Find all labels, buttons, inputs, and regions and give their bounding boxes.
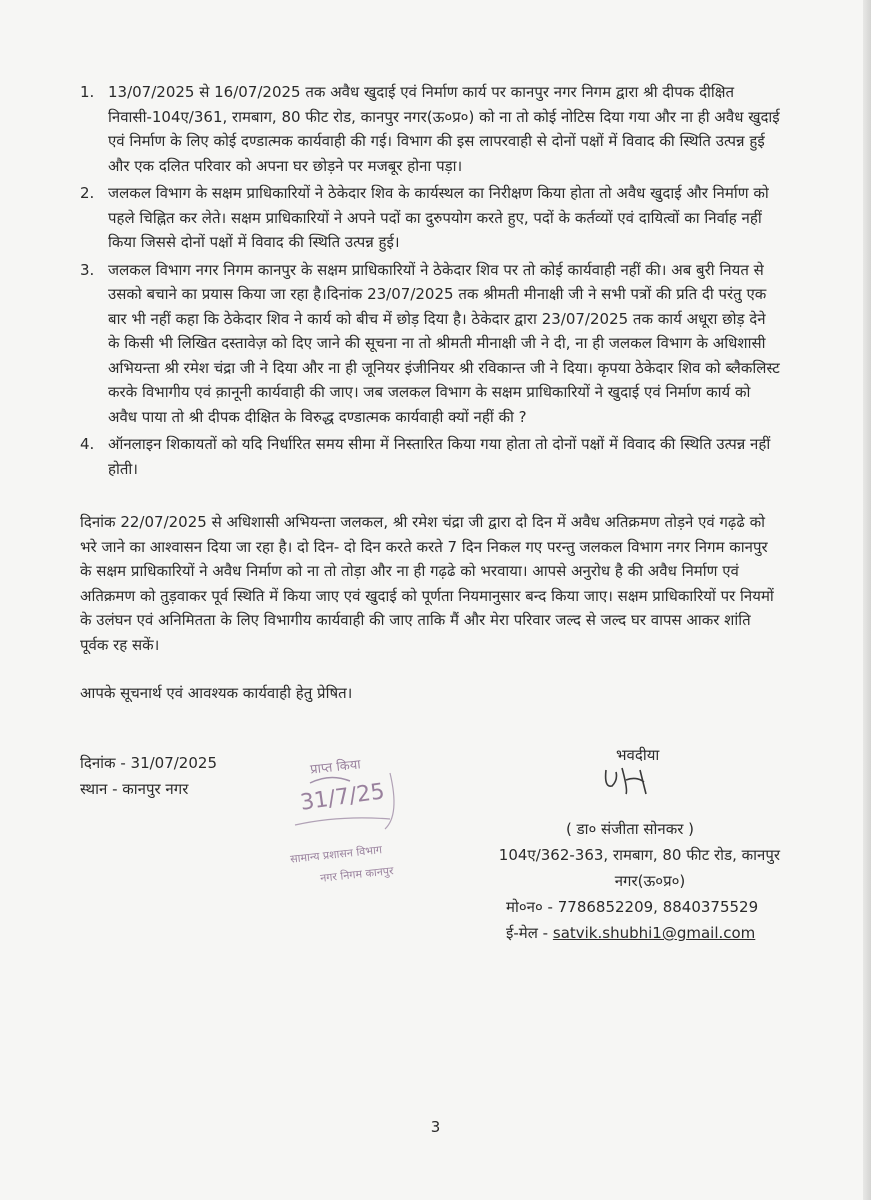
signature-block <box>480 742 780 946</box>
point-number: 2. <box>80 184 95 202</box>
mobile-line <box>480 894 780 920</box>
point-number: 3. <box>80 260 95 279</box>
point-number: 1. <box>80 83 95 101</box>
signature-space <box>480 768 780 816</box>
point-text: जलकल विभाग के सक्षम प्राधिकारियों ने ठेकेदार शिव के कार्यस्थल का निरीक्षण किया होता तो अवैध खुदाई और निर्माण को पहले चिह्नित कर लेते। सक्षम प्राधिकारियों ने अपने पदों का दुरुपयोग करते हुए, पदों के कर्तव्यों एवं दायित्वों का निर्वाह नहीं किया जिससे दोनों पक्षों में विवाद की स्थिति उत्पन्न हुई। <box>108 184 769 251</box>
point-item <box>80 80 780 178</box>
page-number: 3 <box>430 1118 441 1136</box>
point-item <box>80 432 780 481</box>
stamp-received-text: प्राप्त किया <box>309 757 362 778</box>
mobile-value: 7786852209, 8840375529 <box>557 898 759 916</box>
request-paragraph: दिनांक 22/07/2025 से अधिशासी अभियन्ता जलकल, श्री रमेश चंद्रा जी द्वारा दो दिन में अवैध अतिक्रमण तोड़ने एवं गढ़ढे को भरे जाने का आश्वासन दिया जा रहा है। दो दिन- दो दिन करते करते 7 दिन निकल गए परन्तु जलकल विभाग नगर निगम कानपुर के सक्षम प्राधिकारियों ने अवैध निर्माण को ना तो तोड़ा और ना ही गढ़ढे को भरवाया। आपसे अनुरोध है की अवैध निर्माण एवं अतिक्रमण को तुड़वाकर पूर्व स्थिति में किया जाए एवं खुदाई को पूर्णता नियमानुसार बन्द किया जाए। सक्षम प्राधिकारियों पर नियमों के उलंघन एवं अनिमितता के लिए विभागीय कार्यवाही की जाए ताकि मैं और मेरा परिवार जल्द से जल्द घर वापस आकर शांति पूर्वक रह सकें। <box>80 513 774 654</box>
point-text: ऑनलाइन शिकायतों को यदि निर्धारित समय सीमा में निस्तारित किया गया होता तो दोनों पक्षों में विवाद की स्थिति उत्पन्न नहीं होती। <box>108 435 771 478</box>
sender-name: ( डा० संजीता सोनकर ) <box>565 820 695 838</box>
email-link[interactable]: satvik.shubhi1@gmail.com <box>552 924 756 942</box>
closing-text: भवदीया <box>616 746 660 764</box>
numbered-points <box>80 80 780 484</box>
point-item <box>80 181 780 255</box>
date-line: दिनांक - 31/07/2025 <box>80 754 217 772</box>
received-stamp <box>290 755 480 895</box>
stamp-department-text: सामान्य प्रशासन विभाग <box>289 843 383 866</box>
address-line-2: नगर(ऊ०प्र०) <box>614 872 686 890</box>
date-place-block <box>80 750 217 802</box>
point-number: 4. <box>80 435 95 453</box>
email-label: ई-मेल - <box>506 924 553 942</box>
mobile-label: मो०न० - <box>506 898 558 916</box>
point-text: 13/07/2025 से 16/07/2025 तक अवैध खुदाई एवं निर्माण कार्य पर कानपुर नगर निगम द्वारा श्री दीपक दीक्षित निवासी-104ए/361, रामबाग, 80 फीट रोड, कानपुर नगर(ऊ०प्र०) को ना तो कोई नोटिस दिया गया और ना ही अवैध खुदाई एवं निर्माण के लिए कोई दण्डात्मक कार्यवाही की गई। विभाग की इस लापरवाही से दोनों पक्षों में विवाद की स्थिति उत्पन्न हुई और एक दलित परिवार को अपना घर छोड़ने पर मजबूर होना पड़ा। <box>108 83 780 175</box>
address-line-1: 104ए/362-363, रामबाग, 80 फीट रोड, कानपुर <box>498 846 780 864</box>
forwarding-line: आपके सूचनार्थ एवं आवश्यक कार्यवाही हेतु प्रेषित। <box>80 684 353 702</box>
stamp-office-text: नगर निगम कानपुर <box>319 864 395 885</box>
page-edge-shadow <box>863 0 871 1200</box>
place-line: स्थान - कानपुर नगर <box>80 780 189 798</box>
email-line <box>480 920 780 946</box>
point-text: जलकल विभाग नगर निगम कानपुर के सक्षम प्राधिकारियों ने ठेकेदार शिव पर तो कोई कार्यवाही नहीं की। अब बुरी नियत से उसको बचाने का प्रयास किया जा रहा है।दिनांक 23/07/2025 तक श्रीमती मीनाक्षी जी ने सभी पत्रों की प्रति दी परंतु एक बार भी नहीं कहा कि ठेकेदार शिव ने कार्य को बीच में छोड़ दिया है। ठेकेदार द्वारा 23/07/2025 तक कार्य अधूरा छोड़ देने के किसी भी लिखित दस्तावेज़ को दिए जाने की सूचना ना तो श्रीमती मीनाक्षी जी ने दी, ना ही जलकल विभाग के अधिशासी अभियन्ता श्री रमेश चंद्रा जी ने दिया और ना ही जूनियर इंजीनियर श्री रविकान्त जी ने दिया। कृपया ठेकेदार शिव को ब्लैकलिस्ट करके विभागीय एवं क़ानूनी कार्यवाही की जाए। जब जलकल विभाग के सक्षम प्राधिकारियों ने खुदाई एवं निर्माण कार्य को अवैध पाया तो श्री दीपक दीक्षित के विरुद्ध दण्डात्मक कार्यवाही क्यों नहीं की ? <box>108 260 780 426</box>
stamp-date-text: 31/7/25 <box>298 779 387 816</box>
point-item <box>80 258 780 430</box>
